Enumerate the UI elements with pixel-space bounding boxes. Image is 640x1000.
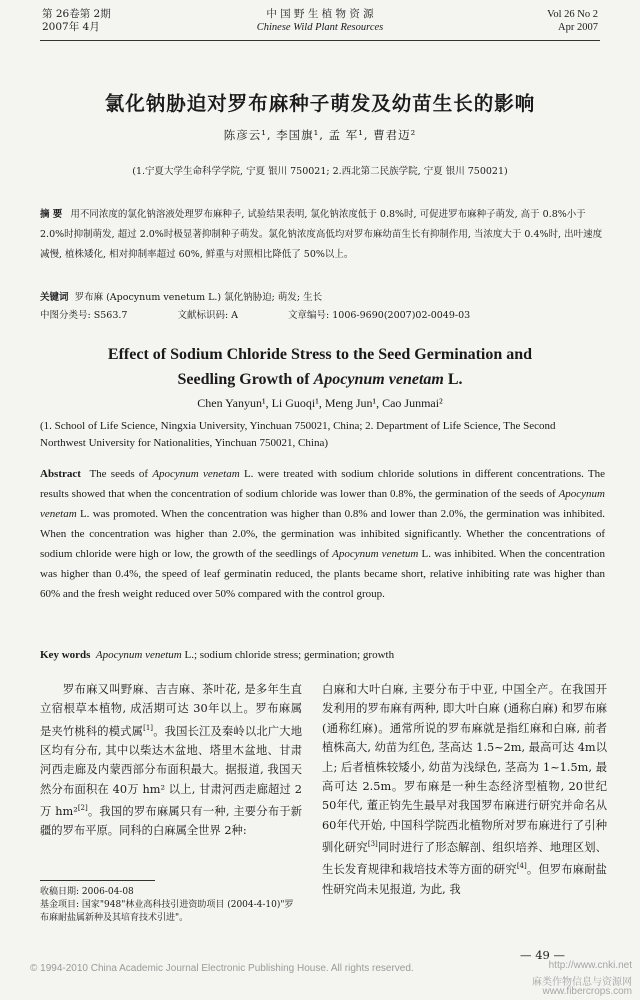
watermark-url: http://www.cnki.net — [548, 960, 632, 971]
footnote-rule — [40, 880, 155, 881]
keywords-english: Key words Apocynum venetum L.; sodium chloride stress; germination; growth — [40, 649, 395, 661]
abstract-chinese: 摘 要 用不同浓度的氯化钠溶液处理罗布麻种子, 试验结果表明, 氯化钠浓度低于 0.8%时, 可促进罗布麻种子萌发, 高于 0.8%小于 2.0%时抑制萌发, 超过 2.0%时极显著抑制种子萌发。氯化钠浓度高低均对罗布麻幼苗生长有抑制作用, 当浓度大于 0.4%时, 出叶速度减慢, 植株矮化, 相对抑制率超过 60%, 鲜重与对照相比降低了 50%以上。 — [40, 209, 603, 260]
title-chinese: 氯化钠胁迫对罗布麻种子萌发及幼苗生长的影响 — [104, 92, 536, 115]
header-rule — [40, 40, 600, 41]
abstract-label: 摘 要 — [40, 209, 63, 220]
keywords-chinese: 关键词 罗布麻 (Apocynum venetum L.) 氯化钠胁迫; 萌发; 生长 — [40, 292, 323, 303]
title-english: Effect of Sodium Chloride Stress to the Seed Germination and Seedling Growth of Apocynum venetam L. — [107, 346, 533, 388]
page-number: — 49 — — [520, 948, 565, 962]
abstract-english: Abstract The seeds of Apocynum venetam L. were treated with sodium chloride solutions in different concentrations. The results showed that when the concentration of sodium chloride was lower than 0.8%, the germination of the seeds of Apocynum venetam L. was promoted. When the concentration was higher than 0.8% and lower than 2.0%, the germination was inhibited. When the concentration was higher than 2.0%, the germination was inhibited significantly. Whether the concentrations of sodium chloride were high or low, the growth of the seedlings of Apocynum venetum L. was inhibited. When the concentration was higher than 0.4%, the speed of leaf germinatin reduced, the plants became short, relative inhibiting rate was higher than 60% and the fresh weight reduced over 50% compared with the control group. — [40, 468, 606, 600]
affiliation-english: (1. School of Life Science, Ningxia University, Yinchuan 750021, China; 2. Department of Life Science, The Second Northwest University for Nationalities, Yinchuan 750021, China) — [40, 420, 556, 449]
watermark-site-url: www.fibercrops.com — [542, 986, 632, 997]
authors-chinese: 陈彦云¹, 李国旗¹, 孟 军¹, 曹君迈² — [223, 128, 417, 142]
affiliation-chinese: (1.宁夏大学生命科学学院, 宁夏 银川 750021; 2.西北第二民族学院, 宁夏 银川 750021) — [132, 166, 508, 177]
copyright-footer: © 1994-2010 China Academic Journal Electronic Publishing House. All rights reserved. — [30, 963, 414, 974]
journal-volume: 第 26卷第 2期 2007年 4月 — [42, 8, 111, 33]
journal-volume-en: Vol 26 No 2 Apr 2007 — [547, 9, 598, 33]
watermark-site-name: 麻类作物信息与资源网 — [532, 977, 632, 988]
body-column-left: 罗布麻又叫野麻、吉吉麻、茶叶花, 是多年生直立宿根草本植物, 成活期可达 30年以上。罗布麻属是夹竹桃科的模式属[1]。我国长江及秦岭以北广大地区均有分布, 其中以柴达木盆地、塔里木盆地、甘肃河西走廊及内蒙西部分布面积最大。据报道, 我国天然分布面积在 40万 hm² 以上, 甘肃河西走廊超过 2万 hm²[2]。我国的罗布麻属只有一种, 主要分布于新疆的罗布平原。同科的白麻属全世界 2种: — [40, 683, 303, 838]
classification-info: 中图分类号: S563.7 文献标识码: A 文章编号: 1006-9690(2007)02-0049-03 — [40, 310, 471, 321]
journal-name: 中 国 野 生 植 物 资 源 Chinese Wild Plant Resources — [256, 8, 384, 33]
footnote: 收稿日期: 2006-04-08 基金项目: 国家"948"林业高科技引进资助项目 (2004-4-10)"罗布麻耐盐属新种及其培育技术引进"。 — [40, 887, 294, 923]
authors-english: Chen Yanyun¹, Li Guoqi¹, Meng Jun¹, Cao Junmai² — [197, 396, 443, 410]
body-column-right: 白麻和大叶白麻, 主要分布于中亚, 中国全产。在我国开发利用的罗布麻有两种, 即大叶白麻 (通称白麻) 和罗布麻 (通称红麻)。通常所说的罗布麻就是指红麻和白麻, 前者植株高大, 幼苗为红色, 茎高达 1.5~2m, 最高可达 4m以上; 后者植株较矮小, 幼苗为浅绿色, 茎高为 1~1.5m, 最高可达 2.5m。罗布麻是一种生态经济型植物, 20世纪 50年代, 董正钧先生最早对我国罗布麻进行研究并命名从 60年代开始, 中国科学院西北植物所对罗布麻进行了引种驯化研究[3]同时进行了形态解剖、组织培养、地理区划、生长发育规律和栽培技术等方面的研究[4]。但罗布麻耐盐性研究尚未见报道, 为此, 我 — [322, 683, 607, 896]
